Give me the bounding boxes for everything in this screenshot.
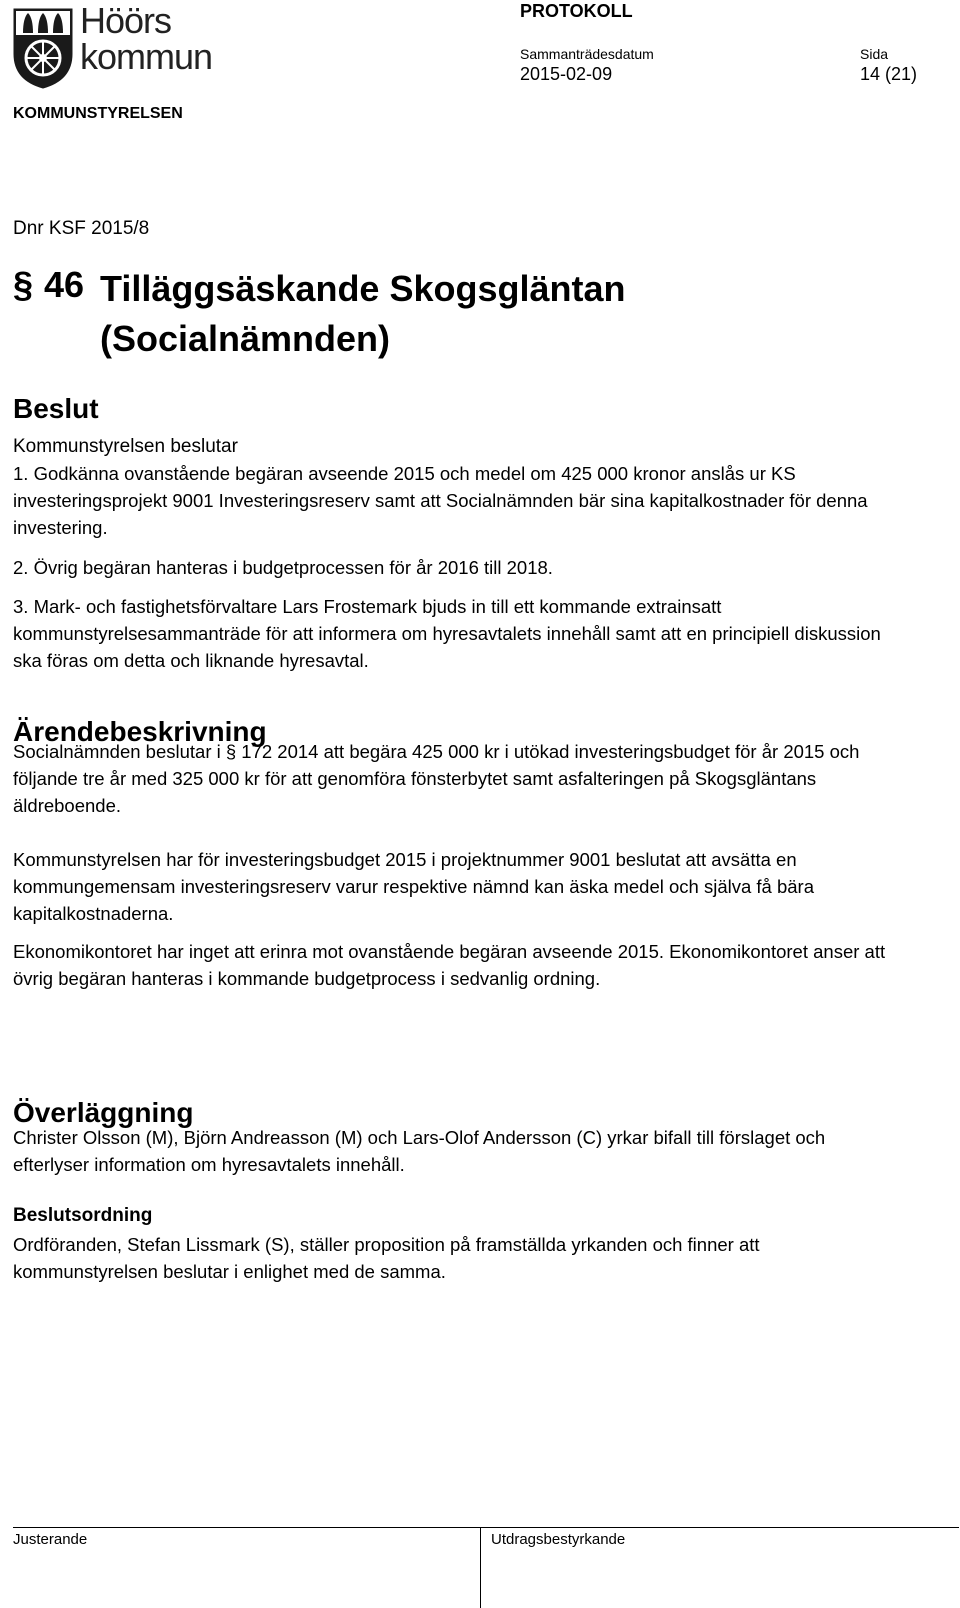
document-type: PROTOKOLL — [520, 1, 633, 21]
subheading-beslutsordning: Beslutsordning — [13, 1205, 153, 1226]
decision-item-1: 1. Godkänna ovanstående begäran avseende 2015 och medel om 425 000 kronor anslås ur KS investeringsprojekt 9001 Investeringsreserv samt att Socialnämnden bär sina kapitalkostnader för denna investering. — [13, 463, 868, 538]
footer-justerande-label: Justerande — [13, 1531, 88, 1548]
meeting-date-label: Sammanträdesdatum — [520, 46, 654, 62]
case-description-paragraph-1: Socialnämnden beslutar i § 172 2014 att begära 425 000 kr i utökad investeringsbudget för år 2015 och följande tre år med 325 000 kr för att genomföra fönsterbytet samt asfalteringen på Skogsgläntans äldreboende. — [13, 741, 860, 816]
case-number: Dnr KSF 2015/8 — [13, 218, 150, 239]
board-name: KOMMUNSTYRELSEN — [13, 105, 183, 122]
case-title-line-1: Tilläggsäskande Skogsgläntan — [100, 268, 626, 309]
paragraph-sign: § — [13, 264, 34, 305]
footer-column-divider — [480, 1527, 481, 1608]
logo-text-hoors: Höörs — [80, 0, 172, 41]
municipality-logo — [12, 0, 217, 90]
section-heading-beslut: Beslut — [13, 393, 99, 424]
section-heading-overlaggning: Överläggning — [13, 1097, 194, 1128]
decision-procedure-paragraph: Ordföranden, Stefan Lissmark (S), ställer proposition på framställda yrkanden och finner att kommunstyrelsen beslutar i enlighet med de samma. — [13, 1234, 760, 1282]
logo-text-kommun: kommun — [80, 36, 213, 77]
case-description-paragraph-2: Kommunstyrelsen har för investeringsbudget 2015 i projektnummer 9001 beslutat att avsätta en kommungemensam investeringsreserv varur respektive nämnd kan äska medel och själva få bära kapitalkostnaderna. — [13, 849, 815, 924]
page-number: 14 (21) — [860, 64, 918, 84]
deliberation-paragraph: Christer Olsson (M), Björn Andreasson (M) och Lars-Olof Andersson (C) yrkar bifall till förslaget och efterlyser information om hyresavtalets innehåll. — [13, 1127, 826, 1175]
case-description-paragraph-3: Ekonomikontoret har inget att erinra mot ovanstående begäran avseende 2015. Ekonomikontoret anser att övrig begäran hanteras i kommande budgetprocess i sedvanlig ordning. — [13, 941, 886, 989]
decision-item-2: 2. Övrig begäran hanteras i budgetprocessen för år 2016 till 2018. — [13, 557, 553, 578]
footer-utdragsbestyrkande-label: Utdragsbestyrkande — [491, 1531, 626, 1548]
meeting-date-value: 2015-02-09 — [520, 64, 613, 84]
case-title — [100, 264, 820, 364]
decision-intro: Kommunstyrelsen beslutar — [13, 436, 238, 457]
decision-item-3: 3. Mark- och fastighetsförvaltare Lars Frostemark bjuds in till ett kommande extrainsatt kommunstyrelsesammanträde för att informera om hyresavtalets innehåll samt att en principiell diskussion ska föras om detta och liknande hyresavtal. — [13, 596, 881, 671]
case-title-line-2: (Socialnämnden) — [100, 318, 391, 359]
footer-divider — [13, 1527, 959, 1528]
page-label: Sida — [860, 46, 889, 62]
section-heading-arendebeskrivning: Ärendebeskrivning — [13, 716, 267, 747]
paragraph-number: 46 — [44, 264, 85, 305]
